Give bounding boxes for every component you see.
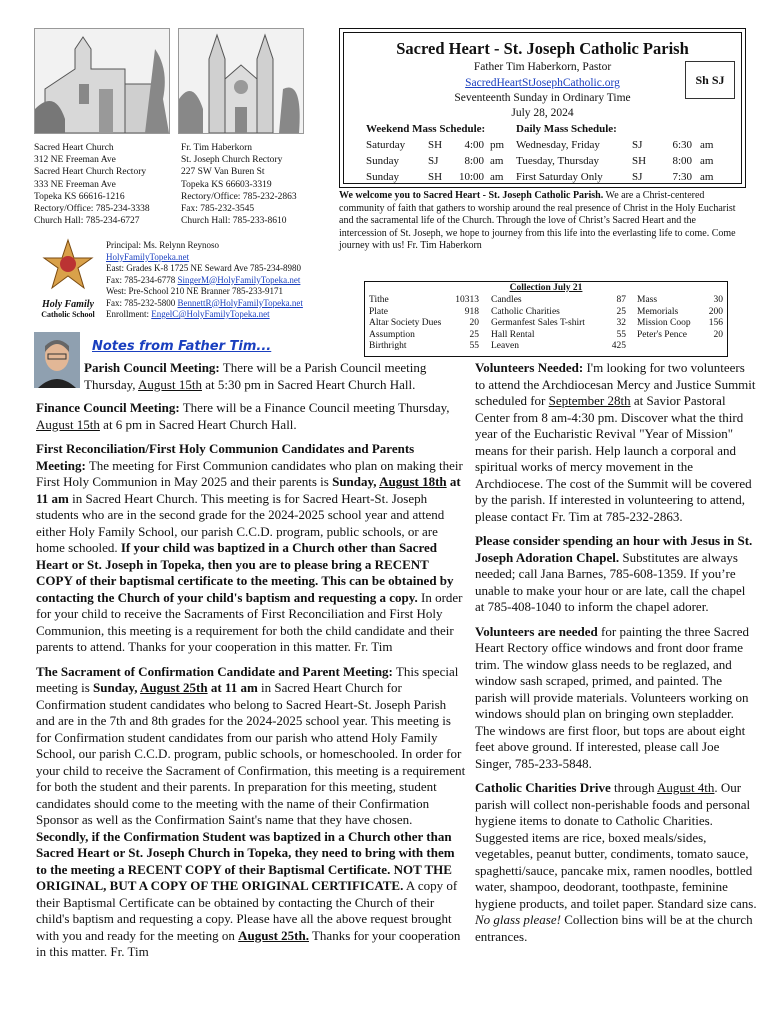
address-line: Church Hall: 785-234-6727 (34, 216, 140, 227)
address-line: 312 NE Freeman Ave (34, 155, 116, 166)
st-joseph-address (181, 142, 297, 227)
collection-col2-values: 87 25 32 55 425 (611, 295, 626, 352)
address-line: Rectory/Office: 785-232-2863 (181, 191, 297, 202)
parish-council-item: Parish Council Meeting: There will be a Parish Council meeting Thursday, August 15th at 5:30 pm in Sacred Heart Church Hall. (84, 360, 427, 392)
parish-title: Sacred Heart - St. Joseph Catholic Parish (396, 39, 689, 58)
school-info: Principal: Ms. Relynn Reynoso HolyFamilyTopeka.net East: Grades K-8 1725 NE Seward Ave 785-234-8980 Fax: 785-234-6778 SingerM@HolyFamilyTopeka.net West: Pre-School 210 NE Branner 785-233-9171 Fax: 785-232-5800 BennettR@HolyFamilyTopeka.net Enrollment: EngelC@HolyFamilyTopeka.net (106, 240, 303, 319)
right-column (475, 360, 757, 953)
parish-header (339, 28, 746, 188)
address-line: 227 SW Van Buren St (181, 167, 265, 178)
daily-times: 6:30 8:00 7:30 (672, 139, 692, 183)
pastor-line: Father Tim Haberkorn, Pastor (473, 61, 612, 73)
school-principal: Principal: Ms. Relynn Reynoso (106, 240, 219, 250)
address-line: 333 NE Freeman Ave (34, 179, 116, 190)
collection-col2-labels: Candles Catholic Charities Germanfest Sales T-shirt Hall Rental Leaven (491, 295, 585, 352)
volunteers-summit-item: Volunteers Needed: I'm looking for two volunteers to attend the Archdiocesan Mercy and Justice Summit scheduled for September 28th at Savior Pastoral Center from 8 am-4:30 pm. Discover what the third year of the Eucharistic Revival "Year of Mission" means for their parish. Help launch a corporal and spiritual works of mercy movement in the Archdiocese. The cost of the Summit will be covered by the parish. If interested in volunteering to attend, please contact Fr. Tim at 785-232-2863. (475, 360, 756, 524)
collection-title: Collection July 21 (509, 283, 583, 293)
weekend-days: Saturday Sunday Sunday (366, 139, 406, 183)
notes-from-father-tim-title: Notes from Father Tim... (92, 339, 272, 354)
address-line: Sacred Heart Church (34, 143, 114, 153)
welcome-message: We welcome you to Sacred Heart - St. Joseph Catholic Parish. We are a Christ-centered community of faith that gathers to worship around the real presence of Christ in the Holy Eucharist and the sacramental life of the Church. Through the love of Christ’s Sacred Heart and the intercession of St. Joseph, we hope to journey from this life into the everlasting life to come. Come journey with us! Fr. Tim Haberkorn (339, 190, 736, 251)
east-email-link[interactable]: SingerM@HolyFamilyTopeka.net (177, 274, 301, 285)
collection-report (364, 281, 728, 357)
collection-col3-labels: Mass Memorials Mission Coop Peter's Pence (637, 295, 691, 340)
holy-family-school-logo: Holy Family Catholic School (36, 238, 100, 320)
bulletin-date: July 28, 2024 (511, 107, 574, 119)
catholic-charities-item: Catholic Charities Drive through August 4th. Our parish will collect non-perishable foods and personal hygiene items to donate to Catholic Charities. Suggested items are rice, boxed meals/sides, vegetables, peanut butter, condiments, tomato sauce, spaghetti/sauce, pancake mix, ramen noodles, bottled water, shampoo, deodorant, toothpaste, feminine hygiene products, and toilet paper. Standard size cans. No glass please! Collection bins will be at the church entrances. (475, 780, 757, 944)
first-communion-item: First Reconciliation/First Holy Communion Candidates and Parents Meeting: The meeting for First Communion candidates who plan on making their First Holy Communion in May 2025 and their parents is Sunday, August 18th at 11 am in Sacred Heart Church. This meeting is for Sacred Heart-St. Joseph students who are in the second grade for the 2024-2025 school year and attend either Holy Family School, our parish C.C.D. program, public schools, or are home schooled. If your child was baptized in a Church other than Sacred Heart or St. Joseph in Topeka, then you are to please bring a RECENT COPY of their baptismal certificate to the meeting. This can be obtained by contacting the Church of your child's baptism and requesting a copy. In order for your child to receive the Sacraments of First Reconciliation and First Holy Communion, this meeting is a requirement for both the child candidate and their parents to attend. Thanks for your cooperation in this matter. Fr. Tim (36, 441, 463, 654)
liturgical-sunday: Seventeenth Sunday in Ordinary Time (454, 92, 631, 104)
sacred-heart-church-drawing (34, 28, 170, 134)
weekend-churches: SH SJ SH (428, 139, 443, 183)
west-email-link[interactable]: BennettR@HolyFamilyTopeka.net (177, 297, 303, 308)
enrollment-email-link[interactable]: EngelC@HolyFamilyTopeka.net (151, 309, 270, 319)
address-line: Church Hall: 785-233-8610 (181, 216, 287, 227)
collection-col1-labels: Tithe Plate Altar Society Dues Assumption Birthright (369, 295, 442, 352)
daily-schedule-heading: Daily Mass Schedule: (516, 123, 617, 135)
collection-col3-values: 30 200 156 20 (708, 295, 723, 340)
weekend-schedule-heading: Weekend Mass Schedule: (366, 123, 486, 135)
st-joseph-church-drawing (178, 28, 304, 134)
confirmation-item: The Sacrament of Confirmation Candidate and Parent Meeting: This special meeting is Sunday, August 25th at 11 am in Sacred Heart Church for Confirmation student candidates who belong to Sacred Heart-St. Joseph Parish and are in the 7th and 8th grades for the 2024-2025 school year. This meeting is for Confirmation student candidates from our parish who attend Holy Family School, our parish C.C.D. program, public schools, or homeschooled. In order for your child to receive the Sacrament of Confirmation, this meeting is a requirement for both the student and their parents. In preparation for this meeting, student candidates should come to the meeting with the name of their Confirmation Sponsor as well as the Confirmation Saint's name that they have chosen. Secondly, if the Confirmation Student was baptized in a Church other than Sacred Heart or St. Joseph Church in Topeka, they need to bring with them to the meeting a RECENT COPY of their Baptismal Certificate. NOT THE ORIGINAL, BUT A COPY OF THE ORIGINAL CERTIFICATE. A copy of their Baptismal Certificate can be obtained by contacting the Church of their child's baptism and requesting a copy. Please have all the above request brought with you and ready for the meeting on August 25th. Thanks for your cooperation in this matter. Fr. Tim (36, 663, 466, 959)
address-line: Fr. Tim Haberkorn (181, 143, 252, 153)
address-line: Sacred Heart Church Rectory (34, 167, 147, 178)
address-line: Fax: 785-232-3545 (181, 204, 255, 215)
finance-council-item: Finance Council Meeting: There will be a Finance Council meeting Thursday, August 15th at 6 pm in Sacred Heart Church Hall. (36, 400, 450, 432)
parish-logo: Sh SJ (685, 61, 735, 99)
address-line: Topeka KS 66616-1216 (34, 191, 125, 202)
left-column-main (36, 400, 466, 969)
daily-days: Wednesday, Friday Tuesday, Thursday First Saturday Only (516, 139, 603, 183)
weekend-ampm: pm am am (490, 139, 505, 183)
daily-churches: SJ SH SJ (632, 139, 647, 183)
address-line: Rectory/Office: 785-234-3338 (34, 204, 150, 215)
sacred-heart-address (34, 142, 150, 227)
parish-website-link[interactable]: SacredHeartStJosephCatholic.org (465, 77, 620, 89)
east-campus: East: Grades K-8 1725 NE Seward Ave 785-234-8980 (106, 263, 302, 273)
address-line: Topeka KS 66603-3319 (181, 179, 272, 190)
school-website-link[interactable]: HolyFamilyTopeka.net (106, 251, 190, 262)
address-line: St. Joseph Church Rectory (181, 155, 283, 166)
left-column (84, 360, 466, 401)
west-campus: West: Pre-School 210 NE Branner 785-233-9171 (106, 286, 283, 296)
daily-ampm: am am am (700, 139, 714, 183)
weekend-times: 4:00 8:00 10:00 (458, 139, 484, 183)
collection-col1-values: 10313 918 20 25 55 (455, 295, 479, 352)
adoration-chapel-item: Please consider spending an hour with Jesus in St. Joseph Adoration Chapel. Substitutes are always needed; call Jana Barnes, 785-608-1359. If you’re unable to make your hour or are late, call the chapel at 785-408-1040 to inform the chapel adorer. (475, 533, 753, 614)
painting-volunteers-item: Volunteers are needed for painting the three Sacred Heart Rectory office windows and front door frame trim. The window glass needs to be reglazed, and window sash scraped, primed, and painted. The parish will provide materials. Volunteers working on windows should plan on bringing own stepladder. The windows are first floor, but tops are about eight feet above ground. If interested, please call Joe Singer, 785-233-5848. (475, 623, 750, 771)
father-tim-photo (34, 332, 80, 388)
